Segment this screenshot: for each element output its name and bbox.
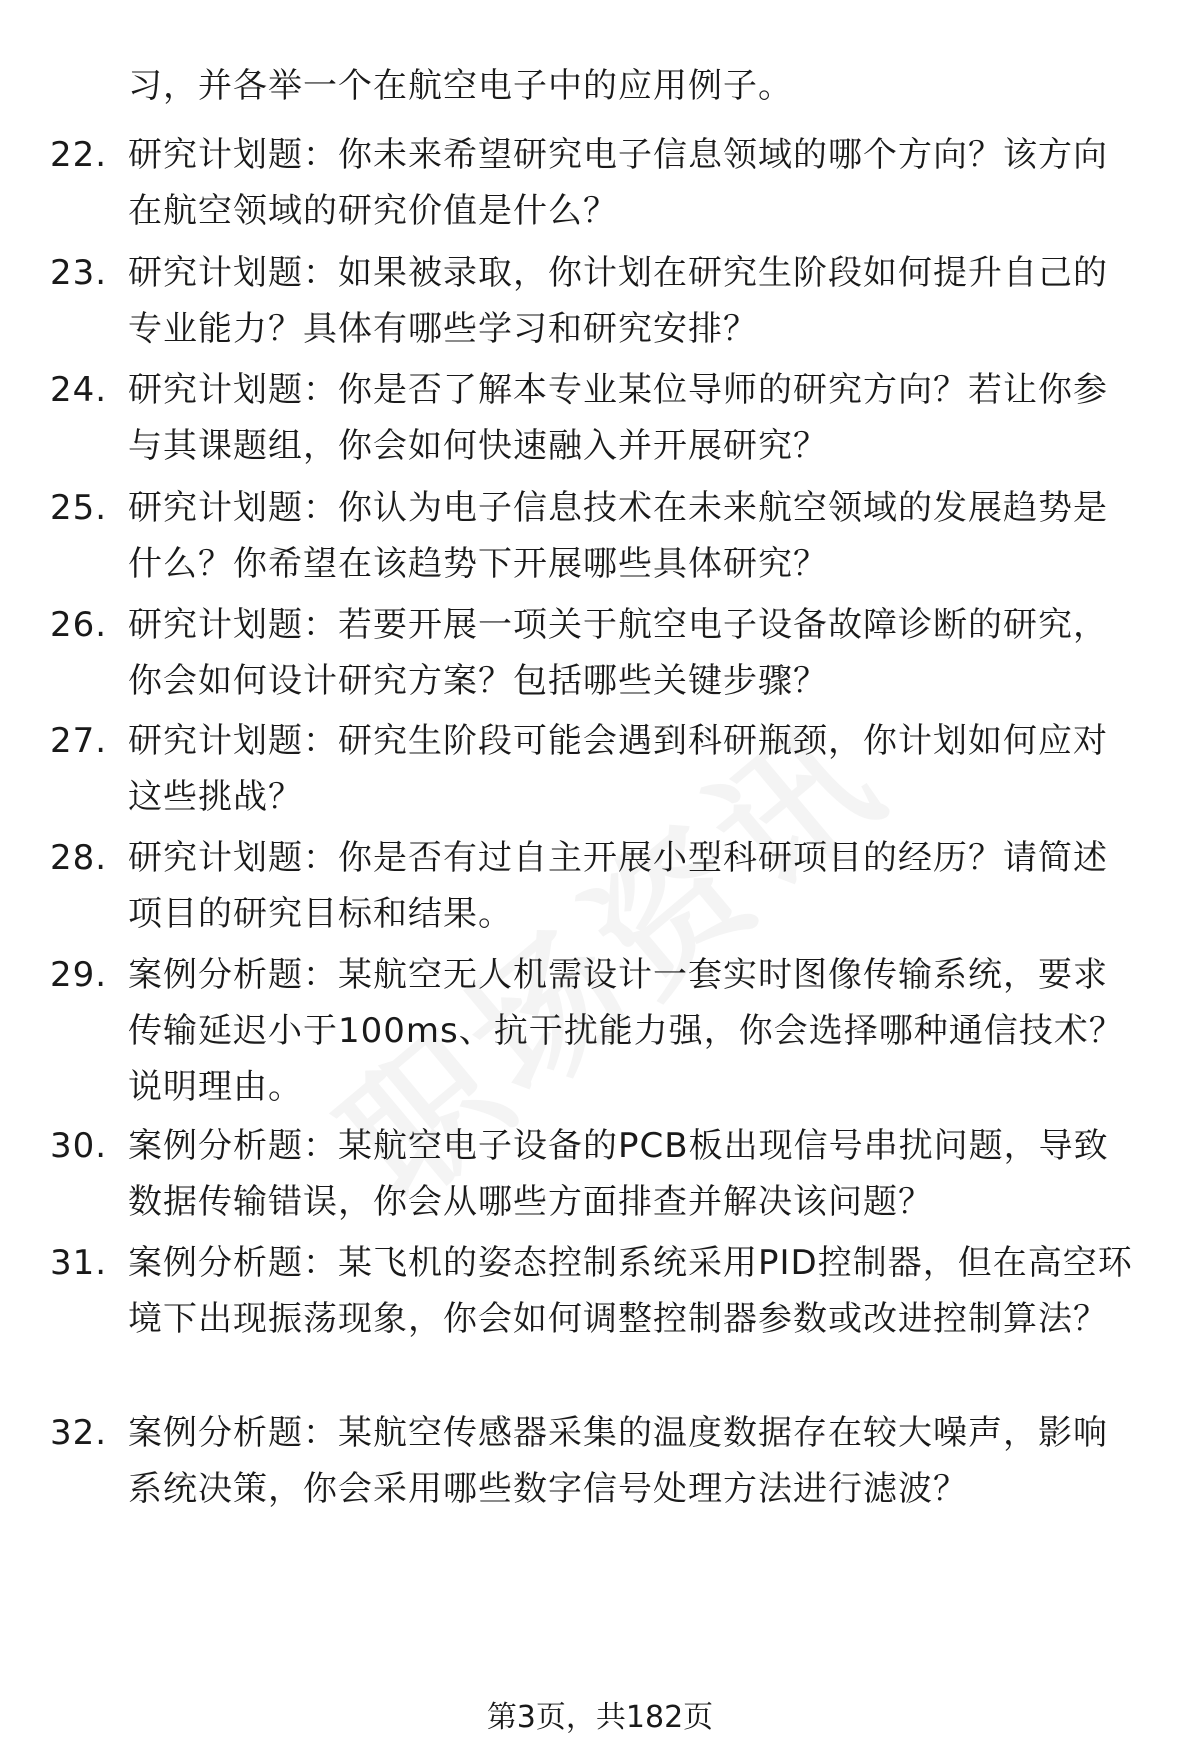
list-item bbox=[50, 830, 1150, 942]
question-text: 案例分析题：某航空电子设备的PCB板出现信号串扰问题，导致数据传输错误，你会从哪些方面排查并解决该问题？ bbox=[128, 1126, 1109, 1222]
list-item bbox=[50, 1235, 1150, 1347]
question-text: 案例分析题：某航空无人机需设计一套实时图像传输系统，要求传输延迟小于100ms、抗干扰能力强，你会选择哪种通信技术？说明理由。 bbox=[128, 955, 1124, 1107]
list-item bbox=[50, 597, 1150, 709]
list-item bbox=[50, 947, 1150, 1115]
question-number: 32. bbox=[50, 1413, 108, 1453]
question-number: 26. bbox=[50, 605, 108, 645]
question-number: 30. bbox=[50, 1126, 108, 1166]
list-item bbox=[50, 127, 1150, 239]
question-text: 研究计划题：你未来希望研究电子信息领域的哪个方向？该方向在航空领域的研究价值是什么？ bbox=[128, 135, 1108, 231]
question-text: 研究计划题：若要开展一项关于航空电子设备故障诊断的研究，你会如何设计研究方案？包括哪些关键步骤？ bbox=[128, 605, 1108, 701]
question-text: 案例分析题：某飞机的姿态控制系统采用PID控制器，但在高空环境下出现振荡现象，你会如何调整控制器参数或改进控制算法？ bbox=[128, 1243, 1133, 1339]
list-item bbox=[50, 362, 1150, 474]
list-item bbox=[50, 1118, 1150, 1230]
page-footer: 第3页，共182页 bbox=[486, 1700, 714, 1735]
question-number: 24. bbox=[50, 370, 108, 410]
question-number: 25. bbox=[50, 488, 108, 528]
question-text: 研究计划题：你是否了解本专业某位导师的研究方向？若让你参与其课题组，你会如何快速融入并开展研究？ bbox=[128, 370, 1108, 466]
question-text: 案例分析题：某航空传感器采集的温度数据存在较大噪声，影响系统决策，你会采用哪些数字信号处理方法进行滤波？ bbox=[128, 1413, 1108, 1509]
question-number: 28. bbox=[50, 838, 108, 878]
question-text: 研究计划题：如果被录取，你计划在研究生阶段如何提升自己的专业能力？具体有哪些学习和研究安排？ bbox=[128, 253, 1108, 349]
list-item bbox=[50, 245, 1150, 357]
question-text: 研究计划题：你是否有过自主开展小型科研项目的经历？请简述项目的研究目标和结果。 bbox=[128, 838, 1108, 934]
question-text: 研究计划题：研究生阶段可能会遇到科研瓶颈，你计划如何应对这些挑战？ bbox=[128, 721, 1108, 817]
question-number: 31. bbox=[50, 1243, 108, 1283]
question-number: 23. bbox=[50, 253, 108, 293]
list-item bbox=[50, 713, 1150, 825]
question-number: 29. bbox=[50, 955, 108, 995]
continuation-text: 习，并各举一个在航空电子中的应用例子。 bbox=[128, 66, 793, 106]
question-text: 研究计划题：你认为电子信息技术在未来航空领域的发展趋势是什么？你希望在该趋势下开展哪些具体研究？ bbox=[128, 488, 1108, 584]
list-item bbox=[50, 1405, 1150, 1517]
question-number: 27. bbox=[50, 721, 108, 761]
list-item bbox=[50, 480, 1150, 592]
question-number: 22. bbox=[50, 135, 108, 175]
